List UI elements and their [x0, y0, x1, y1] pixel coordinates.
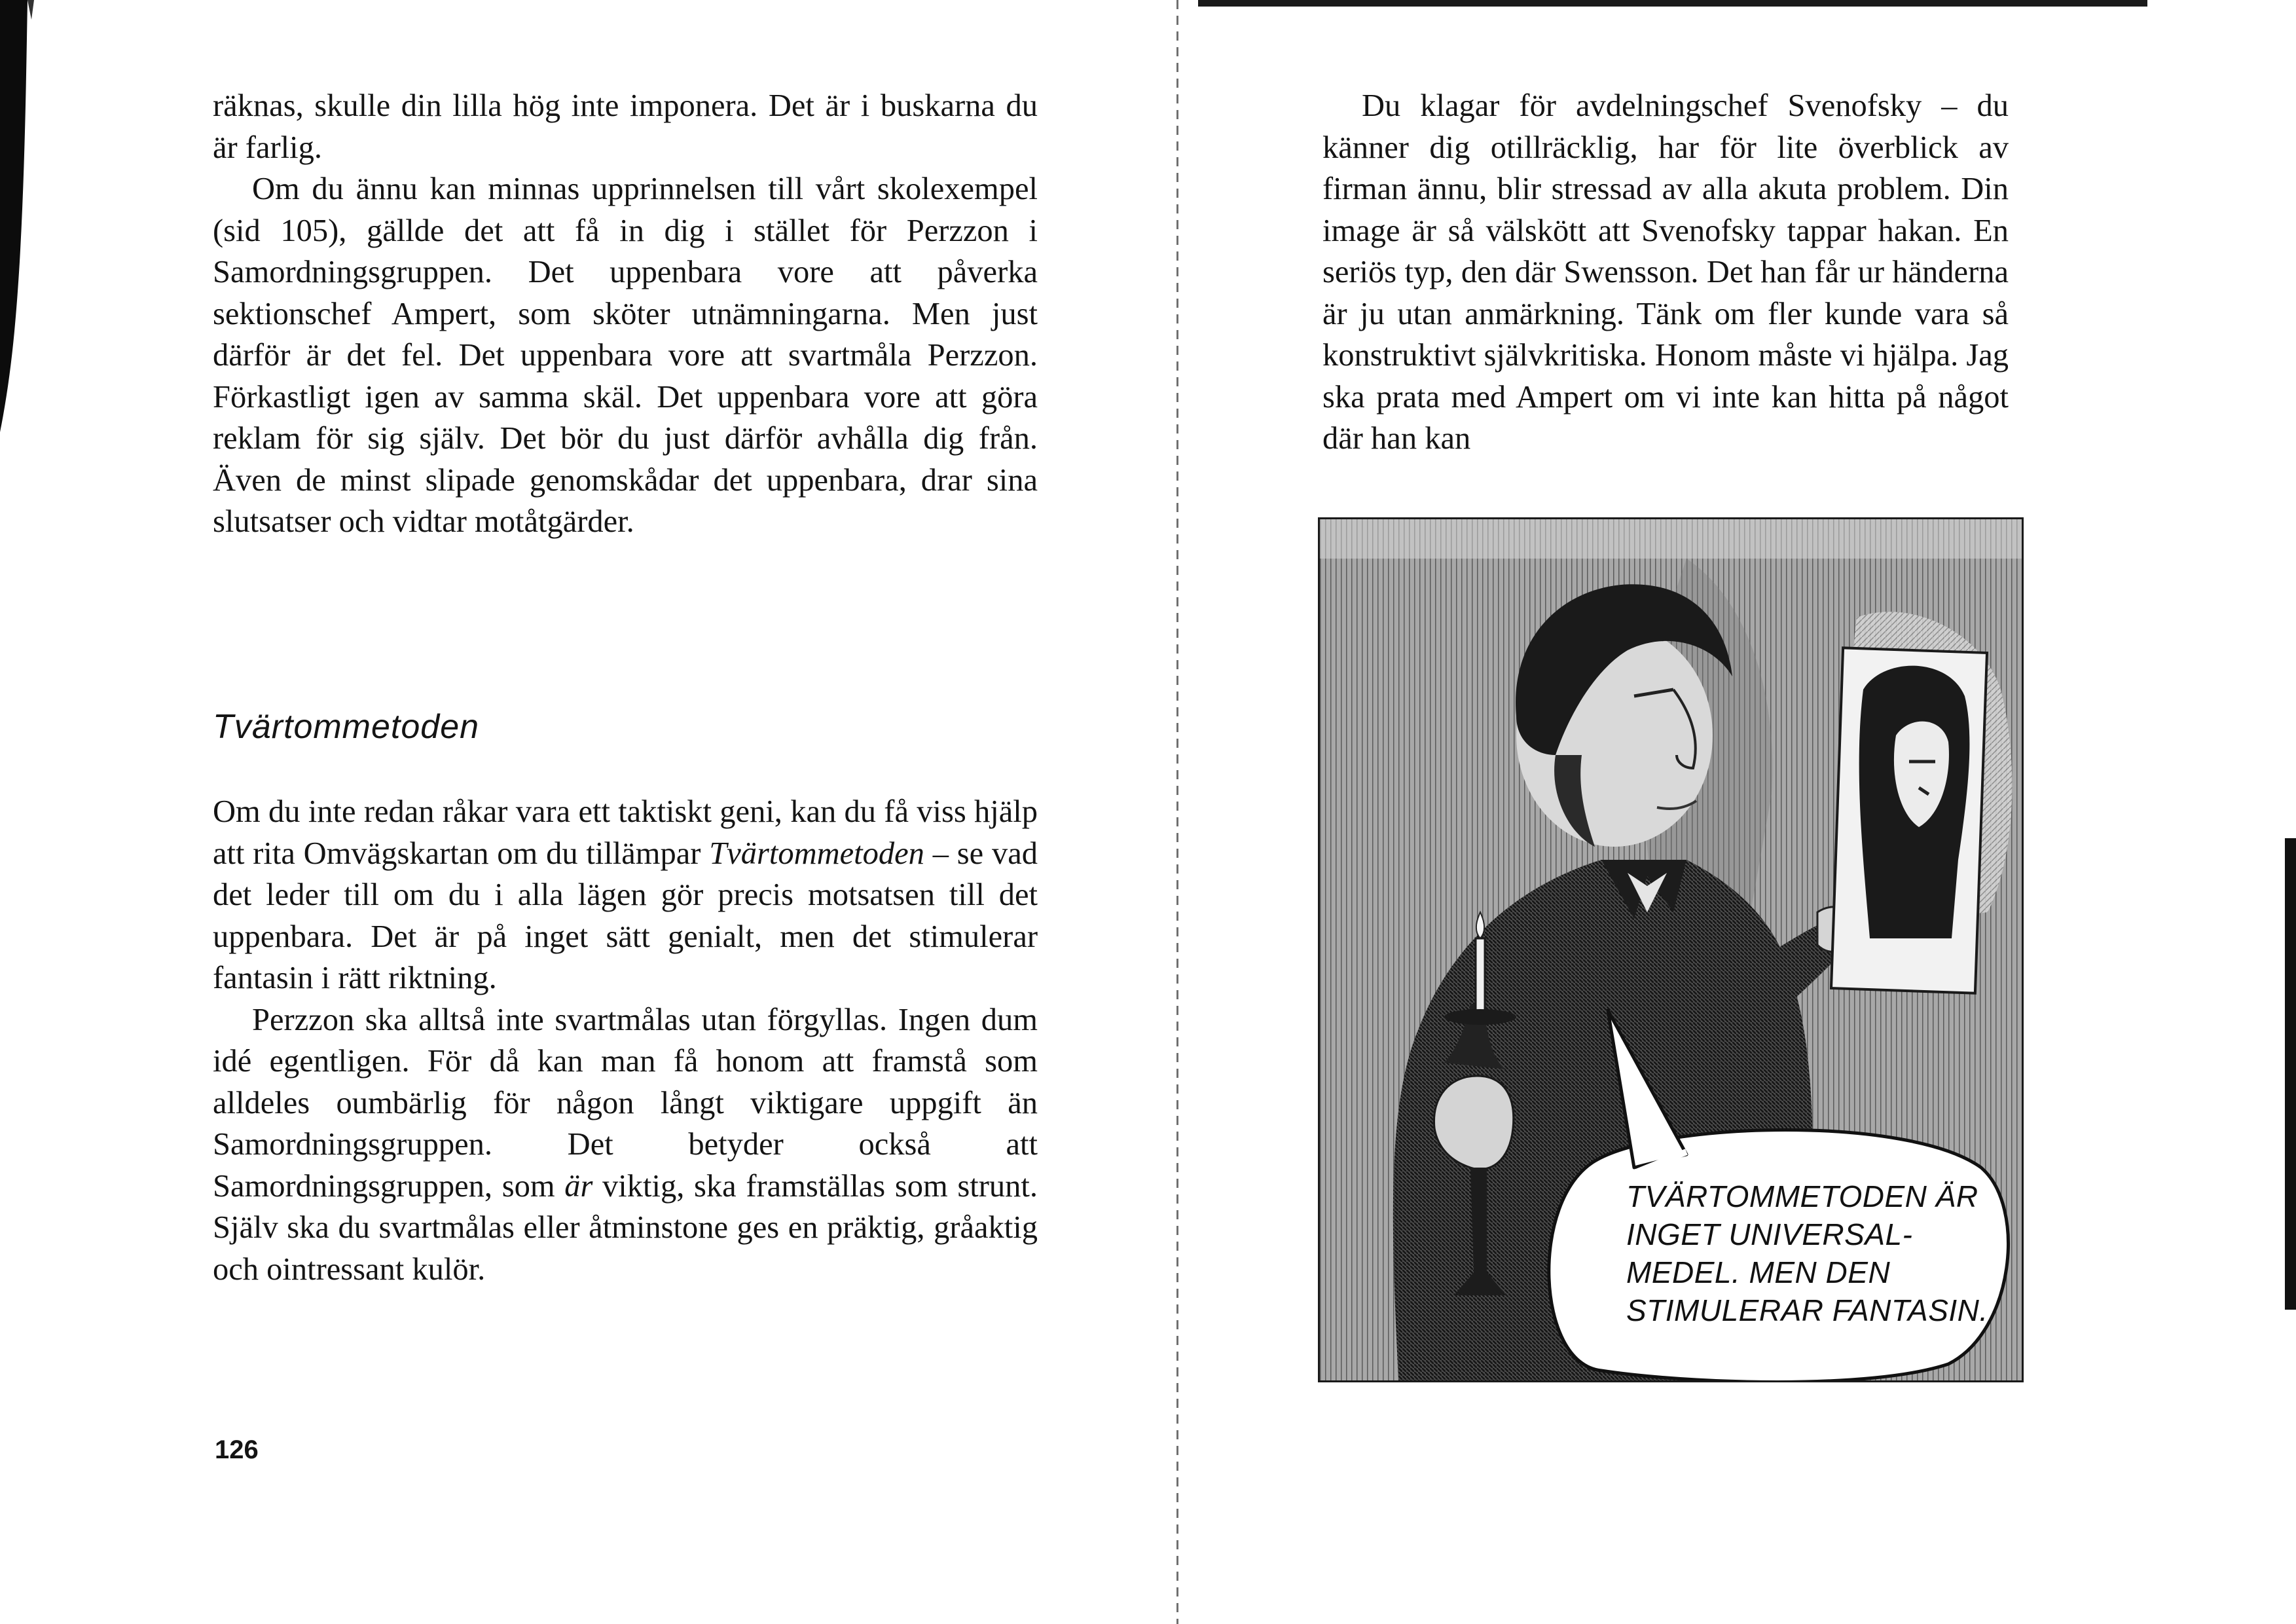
page-number: 126	[215, 1435, 259, 1464]
italic-term: Tvärtommetoden	[709, 836, 924, 871]
right-body-text	[1322, 85, 2009, 460]
paragraph-text: viktig, ska framställas som strunt. Själv ska du svartmålas eller åtminstone ges en präktig, gråaktig och ointressant kulör.	[213, 1168, 1038, 1287]
paragraph	[213, 999, 1038, 1291]
page-edge-shadow	[0, 0, 39, 445]
paragraph-text: – se vad det leder till om du i alla lägen gör precis motsatsen till det uppenbara. Det är på inget sätt genialt, men det stimulerar fantasin i rätt riktning.	[213, 836, 1038, 995]
speech-bubble-text: TVÄRTOMMETODEN ÄR INGET UNIVERSAL- MEDEL. MEN DEN STIMULERAR FANTASIN.	[1626, 1179, 1988, 1327]
section-heading: Tvärtommetoden	[213, 708, 480, 746]
right-page	[1178, 0, 2296, 1624]
left-body-text-top	[213, 85, 1038, 543]
paragraph	[213, 791, 1038, 999]
engraving-illustration	[1318, 517, 2024, 1382]
left-body-text-bottom	[213, 791, 1038, 1290]
paragraph-text: Om du inte redan råkar vara ett taktiskt geni, kan du få viss hjälp att rita Omvägskartan om du tillämpar	[213, 794, 1038, 871]
italic-term: är	[564, 1168, 593, 1204]
paragraph: Du klagar för avdelningschef Svenofsky – du känner dig otillräcklig, har för lite överblick av firman ännu, blir stressad av alla akuta problem. Din image är så välskött att Svenofsky tappar hakan. En seriös typ, den där Swensson. Det han får ur händerna är ju utan anmärkning. Tänk om fler kunde vara så konstruktivt självkritiska. Honom måste vi hjälpa. Jag ska prata med Ampert om vi inte kan hitta på något där han kan	[1322, 88, 2009, 456]
paragraph-text: Perzzon ska alltså inte svartmålas utan förgyllas. Ingen dum idé egentligen. För då kan man få honom att framstå som alldeles oumbärlig för någon långt viktigare uppgift än Samordningsgruppen. Det betyder också att Samordningsgruppen, som	[213, 1002, 1038, 1204]
paragraph: Om du ännu kan minnas upprinnelsen till vårt skolexempel (sid 105), gällde det att få in dig i stället för Perzzon i Samordningsgruppen. Det uppenbara vore att påverka sektionschef Ampert, som sköter utnämningarna. Men just därför är det fel. Det uppenbara vore att svartmåla Perzzon. Förkastligt igen av samma skäl. Det uppenbara vore att göra reklam för sig själv. Det bör du just därför avhålla dig från. Även de minst slipade genomskådar det uppenbara, drar sina slutsatser och vidtar motåtgärder.	[213, 172, 1038, 539]
paragraph: räknas, skulle din lilla hög inte imponera. Det är i buskarna du är farlig.	[213, 88, 1038, 165]
